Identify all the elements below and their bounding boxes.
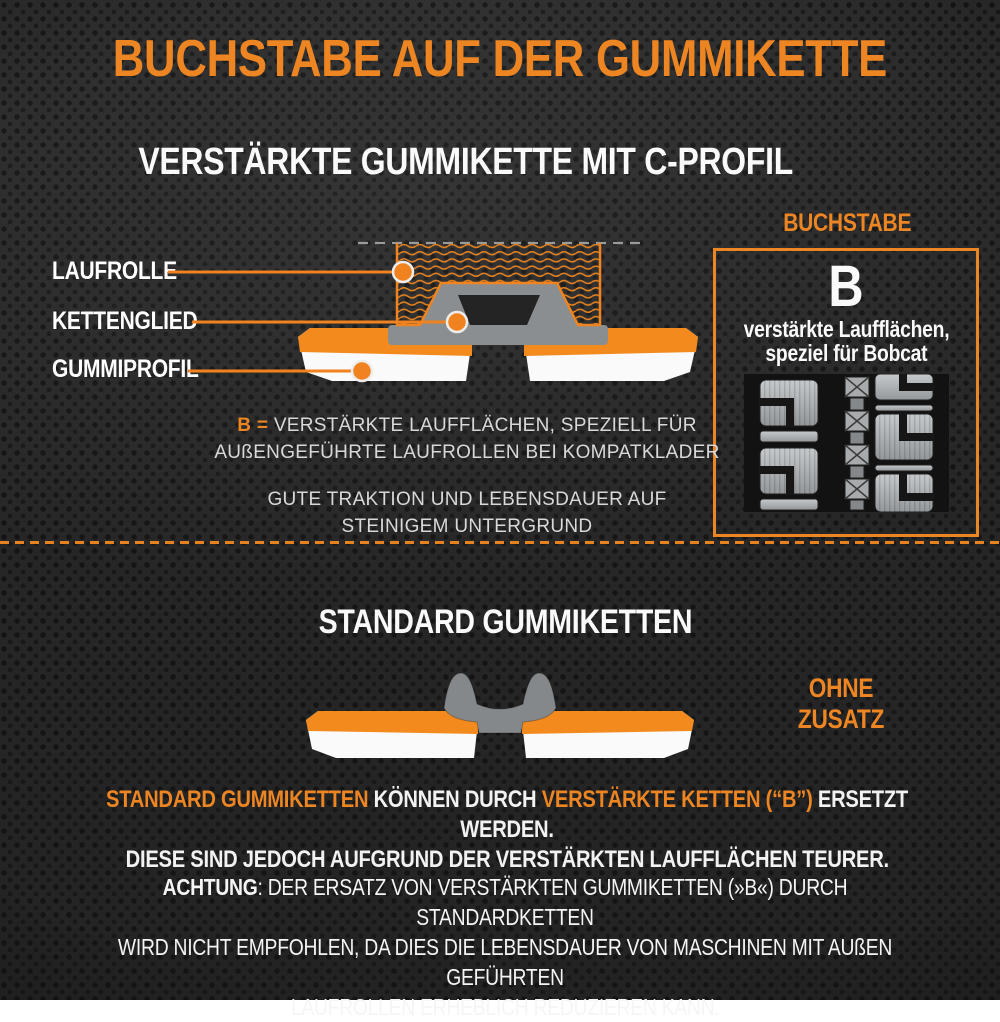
letter-b: B [828, 254, 864, 319]
b-definition-text: B = VERSTÄRKTE LAUFFLÄCHEN, SPEZIELL FÜR AUßENGEFÜHRTE LAUFROLLEN BEI KOMPATKLADER [214, 415, 720, 463]
kettenglied-marker-dot [447, 312, 467, 332]
laufrolle-marker-dot [393, 262, 413, 282]
label-gummiprofil: GUMMIPROFIL [52, 355, 199, 383]
benefit-text: GUTE TRAKTION UND LEBENSDAUER AUF STEINIGEM UNTERGRUND [267, 489, 667, 537]
replacement-line-1: STANDARD GUMMIKETTEN KÖNNEN DURCH VERSTÄRKTE KETTEN (“B”) ERSETZT WERDEN. [106, 786, 914, 843]
standard-track-diagram [0, 660, 1000, 770]
letter-description: verstärkte Laufflächen, speziel für Bobcat [743, 316, 949, 366]
gummiprofil-marker-dot [352, 361, 372, 381]
standard-tag-ohne-zusatz: OHNE ZUSATZ [797, 673, 885, 734]
section-heading-standard: STANDARD GUMMIKETTEN [318, 603, 692, 641]
warning-line-2: WIRD NICHT EMPFOHLEN, DA DIES DIE LEBENSDAUER VON MASCHINEN MIT AUßEN GEFÜHRTEN [117, 934, 898, 990]
label-kettenglied: KETTENGLIED [52, 307, 198, 335]
b-definition-prefix: B = [237, 415, 274, 436]
letter-panel-heading: BUCHSTABE [783, 209, 912, 237]
label-laufrolle: LAUFROLLE [52, 257, 177, 285]
replacement-note [14, 785, 1000, 875]
dashed-section-divider [0, 541, 1000, 544]
chain-link-cavity [458, 295, 540, 325]
page-title: BUCHSTABE AUF DER GUMMIKETTE [112, 30, 888, 88]
warning-line-3: LAUFROLLEN ERHEBLICH REDUZIEREN KANN. [290, 994, 720, 1020]
warning-line-1: ACHTUNG: DER ERSATZ VON VERSTÄRKTEN GUMMIKETTEN (»B«) DURCH STANDARDKETTEN [162, 874, 853, 930]
replacement-line-2: DIESE SIND JEDOCH AUFGRUND DER VERSTÄRKTEN LAUFFLÄCHEN TEURER. [125, 846, 889, 873]
chain-link-bar [388, 325, 608, 345]
section-heading-reinforced: VERSTÄRKTE GUMMIKETTE MIT C-PROFIL [138, 141, 794, 183]
